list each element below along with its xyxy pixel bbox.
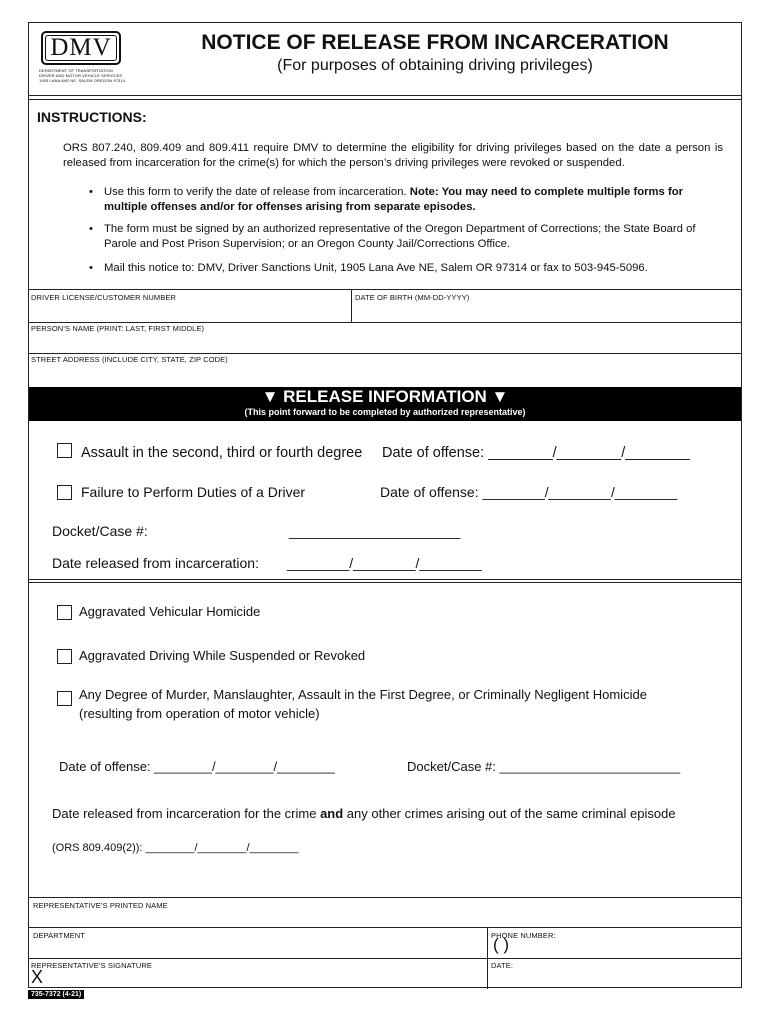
logo-caption: DEPARTMENT OF TRANSPORTATION DRIVER AND MOTOR VEHICLE SERVICES 1905 LANA AVE NE, SALEM OREGON 97314 — [39, 68, 126, 83]
assault-date-of-offense[interactable]: Date of offense: ________/________/________ — [382, 445, 690, 461]
docket-case-label: Docket/Case #: — [52, 523, 148, 539]
dmv-logo — [41, 31, 121, 65]
assault-label: Assault in the second, third or fourth degree — [81, 445, 363, 461]
failure-to-perform-label: Failure to Perform Duties of a Driver — [81, 484, 306, 500]
section-b-date-of-offense[interactable]: Date of offense: ________/________/________ — [59, 759, 335, 774]
release-information-banner: ▼ RELEASE INFORMATION ▼ (This point forward to be completed by authorized representative) — [29, 387, 741, 421]
murder-manslaughter-label: Any Degree of Murder, Manslaughter, Assault in the First Degree, or Criminally Negligent Homicide — [79, 687, 647, 702]
instruction-bullet-1: • Use this form to verify the date of release from incarceration. Note: You may need to complete multiple forms for multiple offenses and/or for offenses arising from separate episodes. — [89, 186, 684, 213]
page-title: NOTICE OF RELEASE FROM INCARCERATION — [201, 31, 669, 54]
page-subtitle: (For purposes of obtaining driving privileges) — [277, 57, 593, 74]
instruction-bullet-3: • Mail this notice to: DMV, Driver Sanctions Unit, 1905 Lana Ave NE, Salem OR 97314 or fax to 503-945-5096. — [89, 262, 648, 274]
vehicular-homicide-checkbox[interactable] — [57, 605, 72, 620]
rep-signature-field[interactable]: REPRESENTATIVE’S SIGNATURE — [31, 961, 152, 970]
section-b-released-label: Date released from incarceration for the crime and any other crimes arising out of the same criminal episode — [52, 806, 676, 821]
murder-manslaughter-checkbox[interactable] — [57, 691, 72, 706]
person-name-field[interactable]: PERSON’S NAME (PRINT: LAST, FIRST MIDDLE) — [31, 324, 205, 333]
assault-checkbox[interactable] — [57, 443, 72, 458]
murder-manslaughter-sublabel: (resulting from operation of motor vehicle) — [79, 706, 320, 721]
aggravated-driving-checkbox[interactable] — [57, 649, 72, 664]
vehicular-homicide-label: Aggravated Vehicular Homicide — [79, 604, 261, 619]
form-frame — [28, 22, 742, 988]
date-of-birth-field[interactable]: DATE OF BIRTH (MM-DD-YYYY) — [355, 293, 470, 302]
released-date-input[interactable]: ________/________/________ — [287, 555, 482, 571]
signature-x-mark: X — [31, 967, 44, 987]
department-field[interactable]: DEPARTMENT — [33, 931, 85, 940]
form-number: 735-7372 (4-21) — [28, 990, 84, 999]
dmv-logo-text: DMV — [45, 35, 117, 61]
phone-parens: ( ) — [493, 935, 510, 954]
section-b-docket-case[interactable]: Docket/Case #: _________________________ — [407, 759, 681, 774]
street-address-field[interactable]: STREET ADDRESS (INCLUDE CITY, STATE, ZIP CODE) — [31, 355, 228, 364]
section-b-ors-date-input[interactable]: (ORS 809.409(2)): ________/________/________ — [52, 842, 299, 854]
instructions-intro: ORS 807.240, 809.409 and 809.411 require DMV to determine the eligibility for driving privileges based on the date a person is released from incarceration for the crime(s) for which the person’s driving privileges were revoked or suspended. — [63, 142, 723, 169]
aggravated-driving-label: Aggravated Driving While Suspended or Revoked — [79, 648, 366, 663]
instruction-bullet-2: • The form must be signed by an authorized representative of the Oregon Department of Corrections; the State Board of Parole and Post Prison Supervision; or an Oregon County Jail/Corrections Office. — [89, 223, 696, 250]
date-field[interactable]: DATE: — [491, 961, 514, 970]
rep-printed-name-field[interactable]: REPRESENTATIVE’S PRINTED NAME — [33, 901, 168, 910]
instructions-heading: INSTRUCTIONS: — [37, 109, 147, 125]
failure-date-of-offense[interactable]: Date of offense: ________/________/________ — [380, 484, 678, 500]
failure-to-perform-checkbox[interactable] — [57, 485, 72, 500]
docket-case-input[interactable]: ______________________ — [289, 523, 461, 539]
license-number-field[interactable]: DRIVER LICENSE/CUSTOMER NUMBER — [31, 293, 176, 302]
released-label: Date released from incarceration: — [52, 555, 259, 571]
phone-number-field[interactable]: PHONE NUMBER: — [491, 931, 556, 940]
